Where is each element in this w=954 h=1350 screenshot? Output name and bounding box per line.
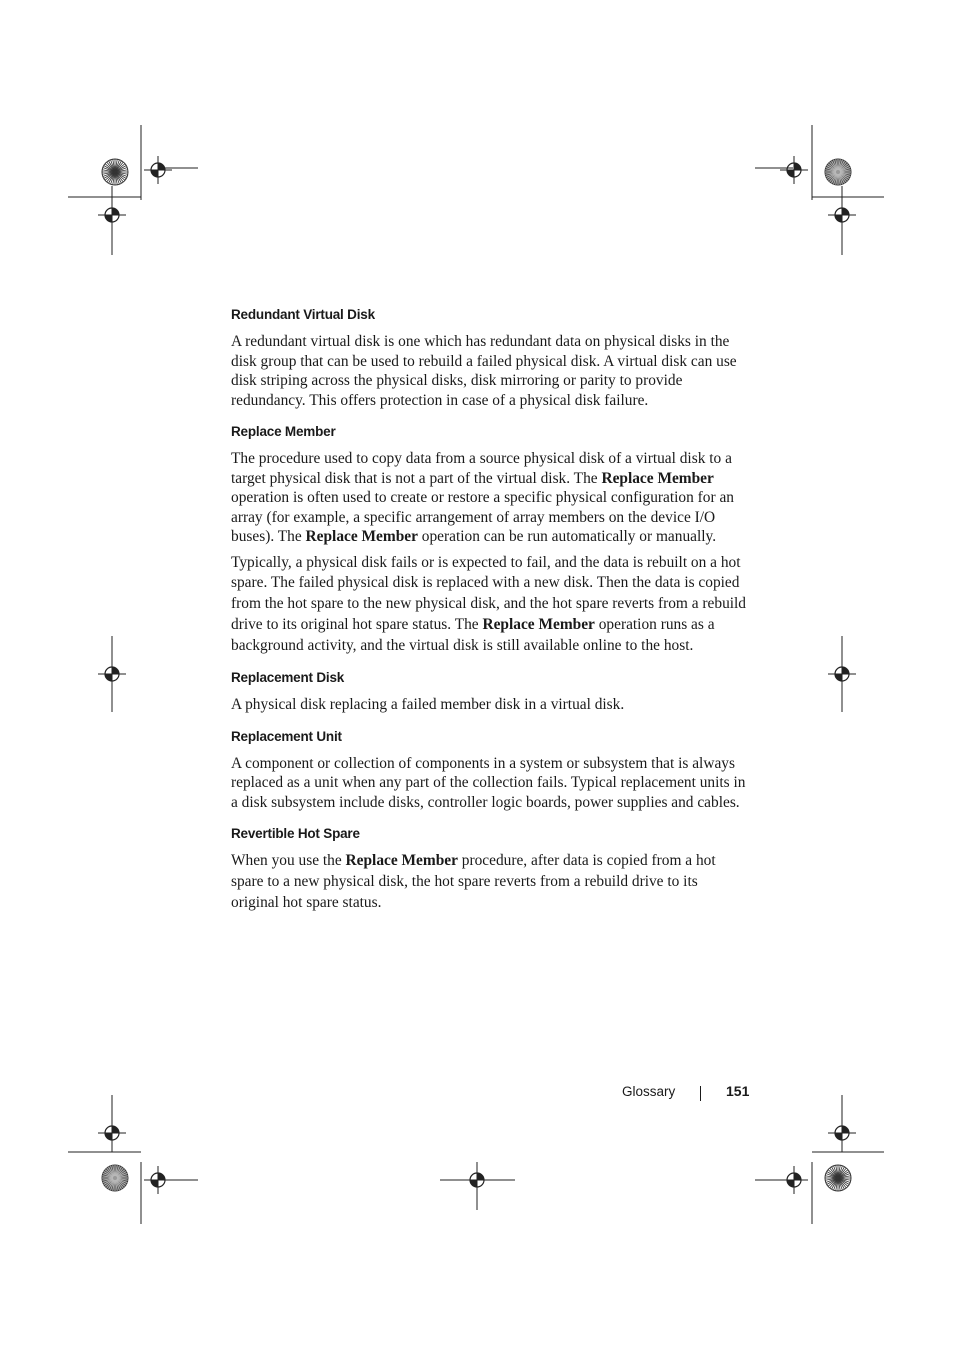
footer-section-label: Glossary — [622, 1084, 676, 1099]
section-replacement-disk — [231, 668, 746, 715]
section-heading: Revertible Hot Spare — [231, 826, 360, 842]
text-run: operation is often used to create or restore a specific physical configuration for an array (for example, a specific arrangement of array members on the device I/O buses). The — [231, 489, 734, 545]
registration-crosshair-icon — [98, 201, 126, 229]
section-heading: Replace Member — [231, 424, 336, 439]
paragraph — [231, 695, 746, 715]
color-target-wheel-icon — [102, 1165, 128, 1191]
color-target-wheel-icon — [825, 1165, 851, 1191]
registration-crosshair-icon — [144, 1166, 172, 1194]
text-run: A redundant virtual disk is one which has redundant data on physical disks in the disk group that can be used to rebuild a failed physical disk. A virtual disk can use disk striping across the physical disks, disk mirroring or parity to provide redundancy. This offers protection in case of a physical disk failure. — [231, 333, 737, 409]
registration-crosshair-icon — [780, 156, 808, 184]
text-run: Typically, a physical disk fails or is expected to fail, and the data is rebuilt on a hot spare. The failed physical disk is replaced with a new disk. Then the data is copied from the hot spare to the new physical disk, and the hot spare reverts from a rebuild drive to its original hot spare status. The — [231, 553, 747, 633]
page-footer — [0, 1082, 954, 1106]
registration-crosshair-icon — [98, 660, 126, 688]
paragraph — [231, 851, 746, 913]
ui-term: Replace Member — [482, 615, 595, 633]
ui-term: Replace Member — [601, 469, 714, 487]
ui-term: Replace Member — [345, 852, 458, 870]
registration-crosshair-icon — [780, 1166, 808, 1194]
section-replace-member — [231, 422, 746, 656]
footer-divider — [700, 1086, 701, 1101]
section-heading: Replacement Disk — [231, 670, 345, 686]
section-heading: Replacement Unit — [231, 728, 342, 744]
text-run: A physical disk replacing a failed member disk in a virtual disk. — [231, 696, 625, 714]
registration-crosshair-icon — [144, 156, 172, 184]
color-target-wheel-icon — [825, 159, 851, 185]
registration-crosshair-icon — [828, 1119, 856, 1147]
paragraph — [231, 754, 746, 813]
paragraph — [231, 553, 746, 657]
text-run: operation runs as a background activity, and the virtual disk is still available online to the host. — [231, 615, 715, 654]
paragraph — [231, 449, 746, 547]
text-run: procedure, after data is copied from a hot spare to a new physical disk, the hot spare reverts from a rebuild drive to its original hot spare status. — [231, 852, 716, 912]
color-target-wheel-icon — [102, 159, 128, 185]
text-run: When you use the — [231, 852, 346, 870]
section-heading: Redundant Virtual Disk — [231, 307, 375, 322]
registration-crosshair-icon — [98, 1119, 126, 1147]
glossary-content — [231, 305, 746, 926]
registration-crosshair-icon — [828, 660, 856, 688]
page-number: 151 — [726, 1083, 750, 1099]
text-run: The procedure used to copy data from a source physical disk of a virtual disk to a target physical disk that is not a part of the virtual disk. The — [231, 450, 732, 487]
registration-crosshair-icon — [463, 1166, 491, 1194]
ui-term: Replace Member — [305, 528, 418, 545]
paragraph — [231, 332, 746, 410]
section-revertible-hot-spare — [231, 824, 746, 913]
section-replacement-unit — [231, 727, 746, 813]
registration-crosshair-icon — [828, 201, 856, 229]
section-redundant-virtual-disk — [231, 305, 746, 410]
text-run: A component or collection of components in a system or subsystem that is always replaced as a unit when any part of the collection fails. Typical replacement units in a disk subsystem include disks, controller logic boards, power supplies and cables. — [231, 754, 746, 811]
text-run: operation can be run automatically or manually. — [417, 528, 717, 545]
